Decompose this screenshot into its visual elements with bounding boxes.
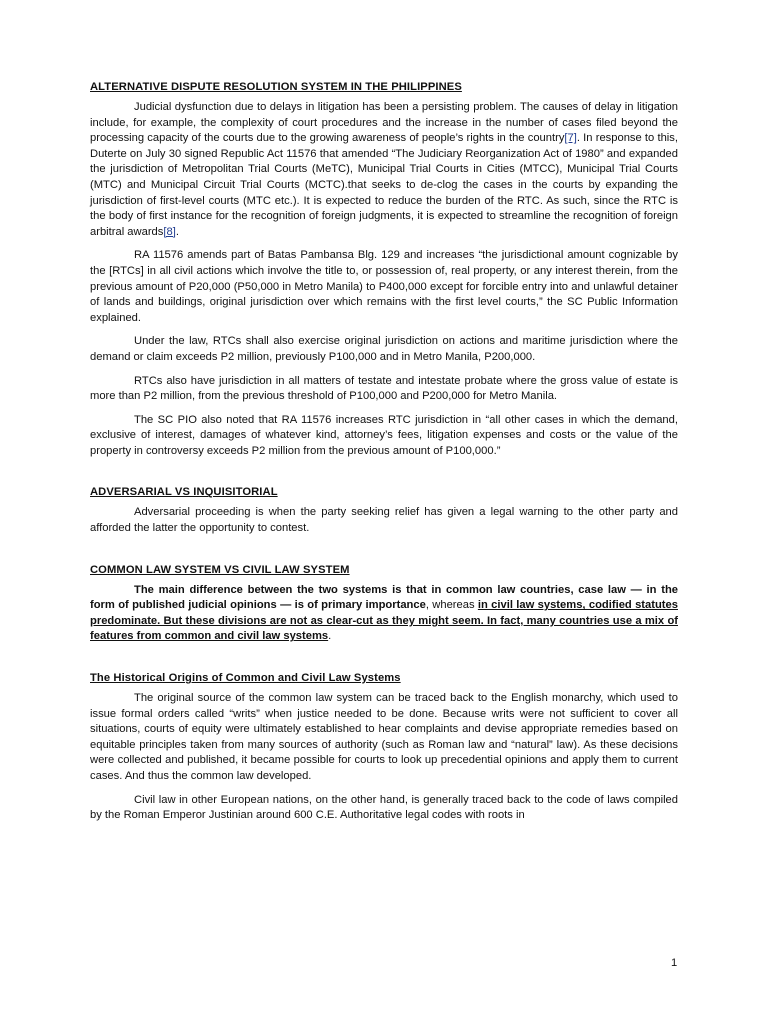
bold-text: The main difference between the two systems is that in common law countries, case law — in the form of published judicial opinions — is of primary importance xyxy=(90,583,678,612)
paragraph-text: Judicial dysfunction due to delays in litigation has been a persisting problem. The causes of delay in litigation include, for example, the complexity of court procedures and the increase in the number of cases filed beyond the processing capacity of the courts due to the growing awareness of people’s rights in the country xyxy=(90,101,678,145)
section-heading-adr: ALTERNATIVE DISPUTE RESOLUTION SYSTEM IN THE PHILIPPINES xyxy=(90,81,462,93)
paragraph-text: , whereas xyxy=(425,599,478,612)
footnote-link[interactable]: [8] xyxy=(163,225,176,238)
paragraph xyxy=(90,100,678,240)
underlined-bold-text: in civil law systems, codified statutes predominate. But these divisions are not as clear-cut as they might seem. In fact, many countries use a mix of features from common and civil law systems xyxy=(90,599,678,643)
page-number: 1 xyxy=(671,957,678,969)
section-heading-adversarial: ADVERSARIAL VS INQUISITORIAL xyxy=(90,486,278,499)
paragraph: RA 11576 amends part of Batas Pambansa Blg. 129 and increases “the jurisdictional amount cognizable by the [RTCs] in all civil actions which involve the title to, or possession of, real property, or any interest therein, from the previous amount of P20,000 (P50,000 in Metro Manila) to P400,000 except for forcible entry into and unlawful detainer of lands and buildings, original jurisdiction over which remains with the first level courts,” the SC Public Information explained. xyxy=(90,249,678,324)
paragraph-text: . xyxy=(175,225,179,238)
paragraph: The SC PIO also noted that RA 11576 increases RTC jurisdiction in “all other cases in which the demand, exclusive of interest, damages of whatever kind, attorney’s fees, litigation expenses and costs or the value of the property in controversy exceeds P2 million from the previous amount of P100,000.” xyxy=(90,413,678,457)
spacer xyxy=(90,653,678,671)
paragraph: RTCs also have jurisdiction in all matters of testate and intestate probate where the gross value of estate is more than P2 million, from the previous threshold of P100,000 and P200,000 for Metro Manila. xyxy=(90,374,678,403)
paragraph: The original source of the common law system can be traced back to the English monarchy, which used to issue formal orders called “writs” when justice needed to be done. Because writs were not sufficient to cover all situations, courts of equity were ultimately established to hear complaints and devise appropriate remedies based on equitable principles taken from many sources of authority (such as Roman law and “natural” law). As these decisions were collected and published, it became possible for courts to look up precedential opinions and apply them to current cases. And thus the common law developed. xyxy=(90,692,678,782)
document-page xyxy=(90,80,678,832)
section-heading-common-civil: COMMON LAW SYSTEM VS CIVIL LAW SYSTEM xyxy=(90,563,350,576)
spacer xyxy=(90,545,678,563)
paragraph: Adversarial proceeding is when the party seeking relief has given a legal warning to the other party and afforded the latter the opportunity to contest. xyxy=(90,506,678,535)
footnote-link[interactable]: [7] xyxy=(564,132,577,145)
spacer xyxy=(90,467,678,485)
paragraph xyxy=(90,583,678,645)
paragraph-text: . In response to this, Duterte on July 30 signed Republic Act 11576 that amended “The Judiciary Reorganization Act of 1980” and expanded the jurisdiction of Metropolitan Trial Courts (MeTC), Municipal Trial Courts in Cities (MTCC), Municipal Trial Courts (MTC) and Municipal Circuit Trial Courts (MCTC).that seeks to de-clog the cases in the courts by expanding the jurisdiction of first-level courts (MTC etc.). It is expected to reduce the burden of the RTC. As such, since the RTC is the body of first instance for the recognition of foreign judgments, it is expected to streamline the recognition of foreign arbitral awards xyxy=(90,132,678,238)
section-heading-historical-origins: The Historical Origins of Common and Civil Law Systems xyxy=(90,672,401,685)
paragraph: Under the law, RTCs shall also exercise original jurisdiction on actions and maritime jurisdiction where the demand or claim exceeds P2 million, previously P100,000 and in Metro Manila, P200,000. xyxy=(90,335,678,363)
paragraph-text: . xyxy=(328,630,332,643)
paragraph: Civil law in other European nations, on the other hand, is generally traced back to the code of laws compiled by the Roman Emperor Justinian around 600 C.E. Authoritative legal codes with roots in xyxy=(90,793,678,822)
